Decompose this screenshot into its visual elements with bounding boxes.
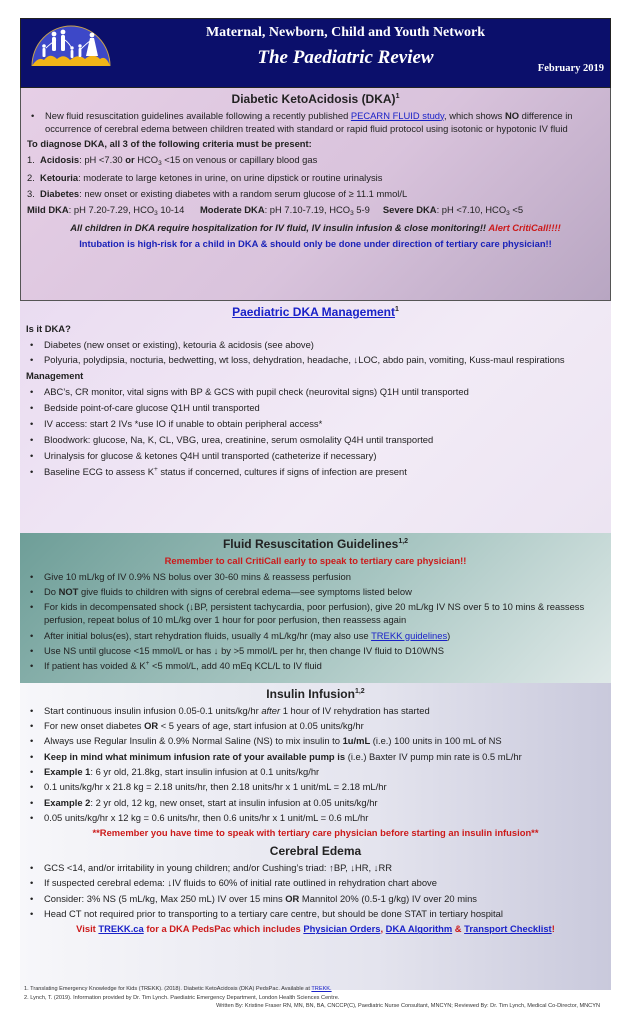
- list-item: • If patient has voided & K+ <5 mmol/L, add 40 mEq KCL/L to IV fluid: [26, 660, 605, 673]
- visit-trekk-note: Visit TREKK.ca for a DKA PedsPac which includes Physician Orders, DKA Algorithm & Transport Checklist!: [76, 923, 555, 935]
- list-item: • For kids in decompensated shock (↓BP, persistent tachycardia, poor perfusion), give 20 mL/kg IV NS over 5 to 10 mins & reassess perfusion, repeat bolus of 10 mL/kg over 1 hour for poor perfusion, then reassess again: [26, 601, 605, 627]
- fluid-section: [20, 533, 611, 683]
- insulin-reminder: **Remember you have time to speak with tertiary care physician before starting an insulin infusion**: [92, 827, 539, 839]
- dka-algorithm-link[interactable]: DKA Algorithm: [385, 923, 453, 935]
- reference-2: 2. Lynch, T. (2019). Information provided by Dr. Tim Lynch. Paediatric Emergency Department, London Health Sciences Centre.: [24, 994, 340, 1001]
- org-name: Maternal, Newborn, Child and Youth Network: [205, 25, 486, 40]
- footer-references: [24, 985, 614, 1011]
- newsletter-page: [20, 18, 611, 990]
- physician-orders-link[interactable]: Physician Orders: [303, 923, 381, 935]
- list-item: • 0.1 units/kg/hr x 21.8 kg = 2.18 units/hr, then 2.18 units/hr x 1 unit/mL = 2.18 mL/hr: [26, 781, 605, 794]
- list-item: • Always use Regular Insulin & 0.9% Normal Saline (NS) to mix insulin to 1u/mL (i.e.) 100 units in 100 mL of NS: [26, 735, 605, 748]
- transport-checklist-link[interactable]: Transport Checklist: [464, 923, 552, 935]
- list-item: • After initial bolus(es), start rehydration fluids, usually 4 mL/kg/hr (may also use TREKK guidelines): [26, 630, 605, 643]
- dka-intro-list: [27, 110, 604, 136]
- edema-list: [26, 862, 605, 921]
- list-item: • Do NOT give fluids to children with signs of cerebral edema—see symptoms listed below: [26, 586, 605, 599]
- list-item: • Urinalysis for glucose & ketones Q4H until transported (catheterize if necessary): [26, 450, 605, 463]
- fluid-list: [26, 571, 605, 674]
- edema-title: Cerebral Edema: [269, 844, 362, 859]
- intubation-warning: Intubation is high-risk for a child in DKA & should only be done under direction of tertiary care physician!!: [79, 238, 552, 250]
- criterion-ketouria: 2. Ketouria: moderate to large ketones in urine, on urine dipstick or routine urinalysis: [27, 172, 383, 184]
- hospitalization-note: All children in DKA require hospitalization for IV fluid, IV insulin infusion & close monitoring!! Alert CritiCall!!!!: [70, 222, 561, 234]
- dka-severity: Mild DKA: pH 7.20-7.29, $HCO_3$ 10-14 Moderate DKA: pH 7.10-7.19, $HCO_3$ 5-9 Severe DKA: pH <7.10, $HCO_3 <5$: [27, 204, 524, 218]
- publication-title: The Paediatric Review: [257, 47, 434, 68]
- header-banner: [20, 18, 611, 88]
- list-item: • Bloodwork: glucose, Na, K, CL, VBG, urea, creatinine, serum osmolality Q4H until transported: [26, 434, 605, 447]
- management-section: [20, 301, 611, 533]
- list-item: • Example 2: 2 yr old, 12 kg, new onset, start at insulin infusion at 0.05 units/kg/hr: [26, 797, 605, 810]
- reference-1: 1. Translating Emergency Knowledge for Kids (TREKK). (2018). Diabetic KetoAcidosis (DKA) PedsPac. Available at TREKK.: [24, 986, 332, 992]
- list-item: • Example 1: 6 yr old, 21.8kg, start insulin infusion at 0.1 units/kg/hr: [26, 766, 605, 779]
- list-item: • Give 10 mL/kg of IV 0.9% NS bolus over 30-60 mins & reassess perfusion: [26, 571, 605, 584]
- list-item: • Bedside point-of-care glucose Q1H until transported: [26, 402, 605, 415]
- author-credits: Written By: Kristine Fraser RN, MN, BN, BA, CNCCP(C), Paediatric Nurse Consultant, MNCYN; Reviewed By: Dr. Tim Lynch, Medical Co-Director, MNCYN: [216, 1003, 600, 1010]
- diagnose-heading: To diagnose DKA, all 3 of the following criteria must be present:: [27, 138, 312, 150]
- list-item: • ABC’s, CR monitor, vital signs with BP & GCS with pupil check (neurovital signs) Q1H until transported: [26, 386, 605, 399]
- trekk-guidelines-link[interactable]: TREKK guidelines: [371, 629, 448, 641]
- list-item: • GCS <14, and/or irritability in young children; and/or Cushing’s triad: ↑BP, ↓HR, ↓RR: [26, 862, 605, 875]
- criticall-reminder: Remember to call CritiCall early to speak to tertiary care physician!!: [164, 554, 467, 566]
- trekk-ca-link[interactable]: TREKK.ca: [98, 923, 144, 935]
- list-item: • Keep in mind what minimum infusion rate of your available pump is (i.e.) Baxter IV pump min rate is 0.5 mL/hr: [26, 751, 605, 764]
- management-title: Paediatric DKA Management$^1$: [232, 305, 399, 319]
- is-it-dka-heading: Is it DKA?: [26, 322, 71, 334]
- dka-section: [20, 88, 611, 301]
- list-item: • For new onset diabetes OR < 5 years of age, start infusion at 0.05 units/kg/hr: [26, 720, 605, 733]
- pecarn-study-link[interactable]: PECARN FLUID study: [350, 109, 444, 121]
- management-title-link[interactable]: Paediatric DKA Management: [232, 305, 396, 319]
- insulin-title: Insulin Infusion$^{1,2}$: [266, 687, 365, 701]
- list-item: • Polyuria, polydipsia, nocturia, bedwetting, wt loss, dehydration, headache, ↓LOC, abdo pain, vomiting, Kuss-maul respirations: [26, 354, 605, 367]
- dka-title: Diabetic KetoAcidosis (DKA)$^1$: [231, 92, 400, 106]
- is-it-dka-list: [26, 339, 605, 368]
- issue-date: February 2019: [537, 63, 604, 74]
- list-item: • Baseline ECG to assess K+ status if concerned, cultures if signs of infection are present: [26, 466, 605, 479]
- insulin-list: [26, 705, 605, 825]
- trekk-reference-link[interactable]: TREKK.: [311, 986, 332, 992]
- list-item: • Use NS until glucose <15 mmol/L or has ↓ by >5 mmol/L per hr, then change IV fluid to D10WNS: [26, 645, 605, 658]
- alert-criticall: Alert CritiCall!!!!: [488, 222, 561, 234]
- criterion-diabetes: 3. Diabetes: new onset or existing diabetes with a random serum glucose of ≥ 11.1 mmol/L: [27, 188, 408, 200]
- list-item: • Start continuous insulin infusion 0.05-0.1 units/kg/hr after 1 hour of IV rehydration has started: [26, 705, 605, 718]
- list-item: • 0.05 units/kg/hr x 12 kg = 0.6 units/hr, then 0.6 units/hr x 1 unit/mL = 0.6 mL/hr: [26, 812, 605, 825]
- insulin-section: [20, 683, 611, 990]
- list-item: • If suspected cerebral edema: ↓IV fluids to 60% of initial rate outlined in rehydration chart above: [26, 877, 605, 890]
- list-item: • New fluid resuscitation guidelines available following a recently published PECARN FLUID study, which shows NO difference in occurrence of cerebral edema between children treated with standard or rapid fluid protocol using isotonic or hypotonic IV fluid: [27, 110, 604, 136]
- fluid-title: Fluid Resuscitation Guidelines$^{1,2}$: [222, 537, 409, 551]
- list-item: • Consider: 3% NS (5 mL/kg, Max 250 mL) IV over 15 mins OR Mannitol 20% (0.5-1 g/kg) IV over 20 mins: [26, 893, 605, 906]
- list-item: • Head CT not required prior to transporting to a tertiary care centre, but should be done STAT in tertiary hospital: [26, 908, 605, 921]
- management-list: [26, 386, 605, 479]
- list-item: • IV access: start 2 IVs *use IO if unable to obtain peripheral access*: [26, 418, 605, 431]
- management-heading: Management: [26, 370, 84, 382]
- criterion-acidosis: 1. Acidosis: pH <7.30 or $HCO_3 <15$ on venous or capillary blood gas: [27, 154, 318, 168]
- list-item: • Diabetes (new onset or existing), ketouria & acidosis (see above): [26, 339, 605, 352]
